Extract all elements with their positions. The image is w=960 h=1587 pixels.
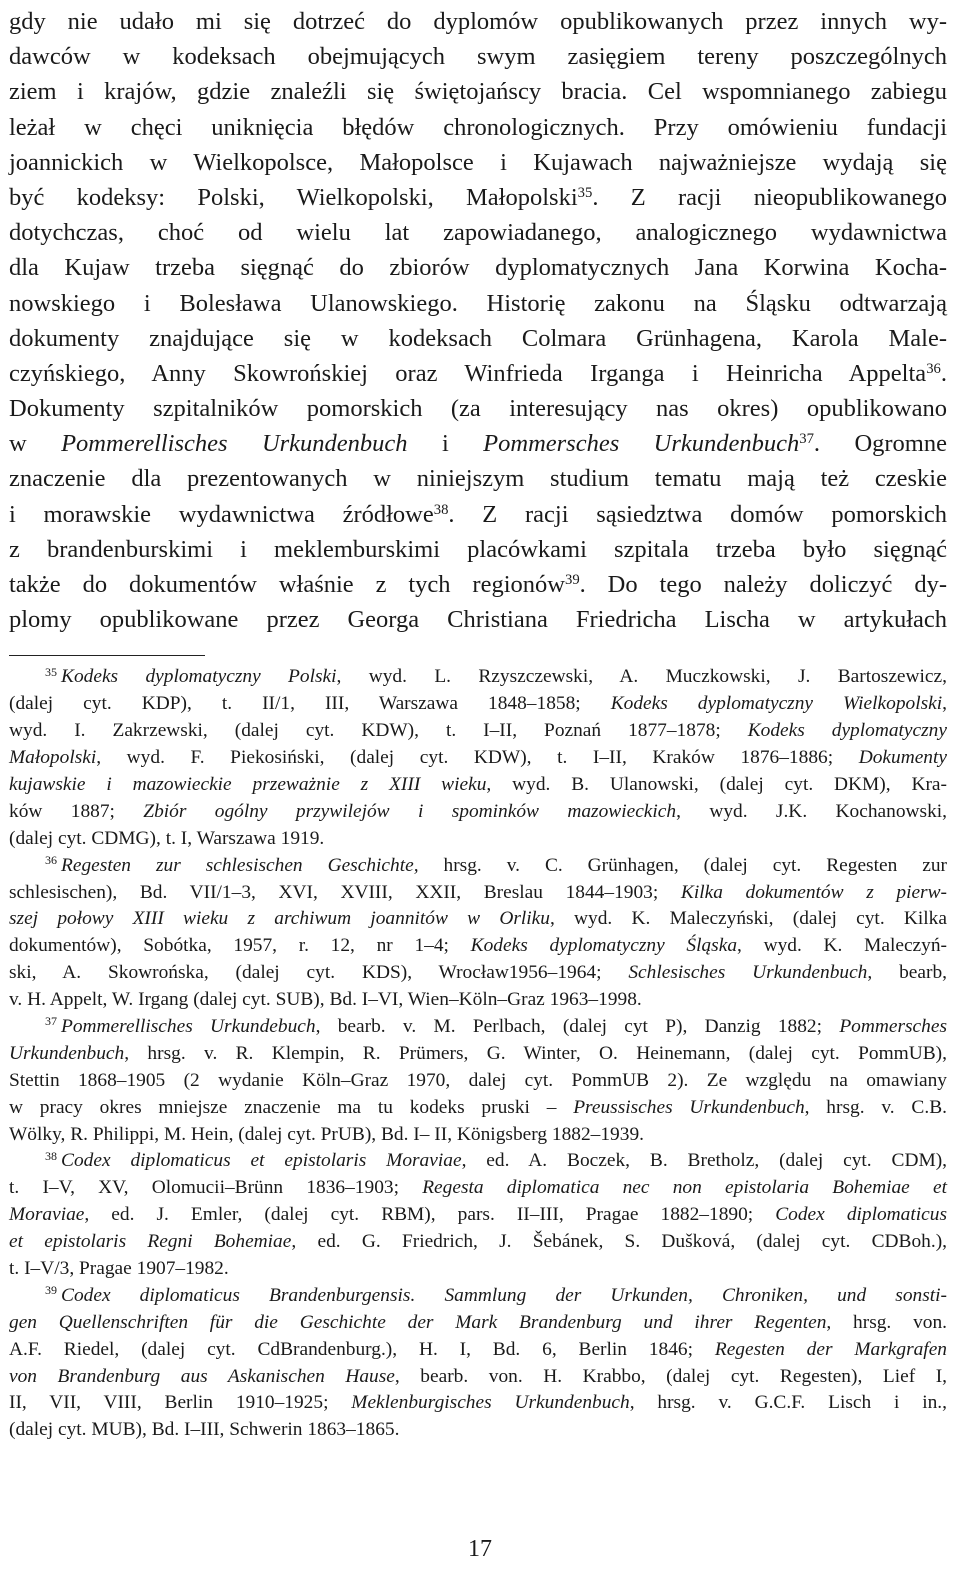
text-run: dawców w kodeksach obejmujących swym zasięgiem tereny poszczególnych	[9, 43, 947, 71]
text-run: , wyd. F. Piekosiński, (dalej cyt. KDW), t. I–II, Kraków 1876–1886;	[96, 747, 859, 769]
footnote-line	[9, 853, 947, 880]
body-line	[9, 391, 947, 426]
text-run: II, VII, VIII, Berlin 1910–1925;	[9, 1392, 352, 1414]
footnotes-section	[9, 664, 947, 1444]
body-line	[9, 215, 947, 250]
body-line	[9, 250, 947, 285]
body-line	[9, 4, 947, 39]
body-line	[9, 567, 947, 602]
text-run: Stettin 1868–1905 (2 wydanie Köln–Graz 1970, dalej cyt. PommUB 2). Ze względu na omawiany	[9, 1069, 947, 1091]
text-run: , hrsg. v. R. Klempin, R. Prümers, G. Winter, O. Heinemann, (dalej cyt. PommUB),	[124, 1042, 947, 1064]
footnote-number: 37	[45, 1014, 58, 1029]
body-line	[9, 145, 947, 180]
italic-title: Meklenburgisches Urkundenbuch	[351, 1392, 630, 1414]
text-run: t. I–V/3, Pragae 1907–1982.	[9, 1257, 229, 1279]
text-run: czyńskiego, Anny Skowrońskiej oraz Winfrieda Irganga i Heinricha Appelta	[9, 359, 927, 387]
footnote-line	[9, 691, 947, 718]
italic-title: Codex diplomaticus et epistolaris Moraviae	[61, 1150, 462, 1172]
italic-title: Regesten zur schlesischen Geschichte,	[61, 854, 419, 876]
text-run: nowskiego i Bolesława Ulanowskiego. Historię zakonu na Śląsku odtwarzają	[9, 289, 947, 317]
italic-title: Pommersches Urkundenbuch	[483, 430, 800, 458]
footnote-line	[9, 1014, 947, 1041]
text-run: dokumentów), Sobótka, 1957, r. 12, nr 1–4;	[9, 935, 471, 957]
italic-title: et epistolaris Regni Bohemiae	[9, 1231, 292, 1253]
text-run: , hrsg. v. G.C.F. Lisch i in.,	[629, 1392, 947, 1414]
text-run: hrsg. v. C. Grünhagen, (dalej cyt. Regesten zur	[418, 854, 947, 876]
italic-title: Regesta diplomatica nec non epistolaria Bohemiae et	[422, 1177, 947, 1199]
text-run: , wyd. L. Rzyszczewski, A. Muczkowski, J. Bartoszewicz,	[336, 666, 947, 688]
italic-title: Codex diplomaticus Brandenburgensis. Sammlung der Urkunden, Chroniken, und sonsti-	[61, 1284, 947, 1306]
footnote-separator	[9, 655, 205, 656]
body-line	[9, 321, 947, 356]
body-line	[9, 532, 947, 567]
body-line	[9, 39, 947, 74]
footnote-line	[9, 1364, 947, 1391]
italic-title: von Brandenburg aus Askanischen Hause	[9, 1365, 395, 1387]
text-run: być kodeksy: Polski, Wielkopolski, Małopolski	[9, 183, 578, 211]
body-line	[9, 426, 947, 461]
footnote-line	[9, 1202, 947, 1229]
italic-title: kujawskie i mazowieckie przeważnie z XIII wieku	[9, 773, 487, 795]
footnote-line	[9, 987, 947, 1014]
footnote-line	[9, 1337, 947, 1364]
text-run: ski, A. Skowrońska, (dalej cyt. KDS), Wrocław1956–1964;	[9, 962, 629, 984]
body-line	[9, 110, 947, 145]
text-run: , bearb. v. M. Perlbach, (dalej cyt P), Danzig 1882;	[315, 1015, 840, 1037]
footnote-line	[9, 1310, 947, 1337]
body-line	[9, 356, 947, 391]
text-run: . Z racji nieopublikowanego	[592, 183, 947, 211]
footnote-line	[9, 664, 947, 691]
text-run: (dalej cyt. KDP), t. II/1, III, Warszawa 1848–1858;	[9, 693, 611, 715]
text-run: , hrsg. v. C.B.	[804, 1096, 947, 1118]
italic-title: Pommerellisches Urkundebuch	[61, 1015, 316, 1037]
italic-title: Kodeks dyplomatyczny	[747, 720, 947, 742]
text-run: i morawskie wydawnictwa źródłowe	[9, 500, 434, 528]
text-run: , wyd. K. Maleczyński, (dalej cyt. Kilka	[549, 908, 947, 930]
footnote-line	[9, 1229, 947, 1256]
text-run: . Ogromne	[813, 430, 947, 458]
footnote-reference: 37	[799, 431, 814, 448]
text-run: plomy opublikowane przez Georga Christiana Friedricha Lischa w artykułach	[9, 606, 947, 634]
footnote-reference: 39	[564, 571, 580, 588]
italic-title: Kodeks dyplomatyczny Śląska	[470, 935, 738, 957]
text-run: A.F. Riedel, (dalej cyt. CdBrandenburg.), H. I, Bd. 6, Berlin 1846;	[9, 1338, 715, 1360]
body-line	[9, 74, 947, 109]
italic-title: Zbiór ogólny przywilejów i spominków mazowieckich	[143, 800, 677, 822]
italic-title: Pommerellisches Urkundenbuch	[61, 430, 408, 458]
footnote-line	[9, 1256, 947, 1283]
page-number: 17	[468, 1536, 492, 1562]
text-run: . Do tego należy doliczyć dy-	[579, 571, 947, 598]
text-run: Wölky, R. Philippi, M. Hein, (dalej cyt. PrUB), Bd. I– II, Königsberg 1882–1939.	[9, 1123, 644, 1145]
text-run: dotychczas, choć od wielu lat zapowiadanego, analogicznego wydawnictwa	[9, 219, 947, 247]
italic-title: Pommersches	[839, 1015, 948, 1037]
footnote-line	[9, 1175, 947, 1202]
text-run: znaczenie dla prezentowanych w niniejszym studium tematu mają też czeskie	[9, 465, 947, 493]
footnote-line	[9, 1390, 947, 1417]
italic-title: Dokumenty	[858, 747, 947, 769]
italic-title: Urkundenbuch	[9, 1042, 125, 1064]
text-run: leżał w chęci uniknięcia błędów chronologicznych. Przy omówieniu fundacji	[9, 113, 947, 141]
text-run: , hrsg. von.	[826, 1311, 948, 1333]
text-run: dokumenty znajdujące się w kodeksach Colmara Grünhagena, Karola Male-	[9, 324, 947, 352]
footnote-number: 35	[45, 664, 58, 679]
text-run: gdy nie udało mi się dotrzeć do dyplomów opublikowanych przez innych wy-	[9, 8, 947, 35]
footnote-number: 39	[45, 1283, 58, 1298]
italic-title: Kodeks dyplomatyczny Wielkopolski	[610, 693, 943, 715]
text-run: Dokumenty szpitalników pomorskich (za interesujący nas okres) opublikowano	[9, 395, 947, 423]
text-run: także do dokumentów właśnie z tych regionów	[9, 571, 565, 598]
footnote-38	[9, 1148, 947, 1282]
footnote-line	[9, 1417, 947, 1444]
italic-title: Codex diplomaticus	[775, 1204, 948, 1226]
footnote-line	[9, 718, 947, 745]
footnote-line	[9, 933, 947, 960]
italic-title: Preussisches Urkundenbuch	[573, 1096, 805, 1118]
footnote-number: 38	[45, 1148, 58, 1163]
text-run: , ed. A. Boczek, B. Bretholz, (dalej cyt. CDM),	[461, 1150, 948, 1172]
text-run: v. H. Appelt, W. Irgang (dalej cyt. SUB), Bd. I–VI, Wien–Köln–Graz 1963–1998.	[9, 989, 642, 1011]
footnote-line	[9, 1041, 947, 1068]
text-run: , wyd. K. Maleczyń-	[737, 935, 948, 957]
footnote-line	[9, 1095, 947, 1122]
footnote-36	[9, 853, 947, 1014]
text-run: ,	[942, 693, 947, 715]
footnote-number: 36	[45, 853, 58, 867]
footnote-line	[9, 1068, 947, 1095]
text-run: , bearb,	[867, 962, 948, 984]
text-run: wyd. I. Zakrzewski, (dalej cyt. KDW), t. I–II, Poznań 1877–1878;	[9, 720, 748, 742]
footnote-line	[9, 745, 947, 772]
body-line	[9, 286, 947, 321]
footnote-line	[9, 960, 947, 987]
italic-title: Regesten der Markgrafen	[714, 1338, 947, 1360]
text-run: dla Kujaw trzeba sięgnąć do zbiorów dyplomatycznych Jana Korwina Kocha-	[9, 254, 947, 282]
text-run: w	[9, 430, 62, 458]
italic-title: Moraviae	[9, 1204, 85, 1226]
text-run: ziem i krajów, gdzie znaleźli się świętojańscy bracia. Cel wspomnianego zabiegu	[9, 78, 947, 106]
text-run: , wyd. B. Ulanowski, (dalej cyt. DKM), Kra-	[486, 773, 947, 795]
footnote-line	[9, 826, 947, 853]
text-run: .	[940, 359, 947, 387]
body-line	[9, 180, 947, 215]
footnote-reference: 36	[926, 360, 941, 377]
main-text	[9, 0, 947, 637]
document-page	[9, 0, 947, 1444]
text-run: (dalej cyt. MUB), Bd. I–III, Schwerin 1863–1865.	[9, 1419, 400, 1441]
text-run: t. I–V, XV, Olomucii–Brünn 1836–1903;	[9, 1177, 423, 1199]
text-run: , ed. J. Emler, (dalej cyt. RBM), pars. II–III, Pragae 1882–1890;	[84, 1204, 776, 1226]
body-line	[9, 497, 947, 532]
footnote-line	[9, 1148, 947, 1175]
text-run: , ed. G. Friedrich, J. Šebánek, S. Dušková, (dalej cyt. CDBoh.),	[291, 1231, 948, 1253]
footnote-reference: 38	[433, 501, 449, 518]
italic-title: Kilka dokumentów z pierw-	[680, 881, 947, 903]
text-run: i	[407, 430, 484, 458]
italic-title: Małopolski	[9, 747, 97, 769]
text-run: , wyd. J.K. Kochanowski,	[676, 800, 947, 822]
text-run: z brandenburskimi i meklemburskimi placówkami szpitala trzeba było sięgnąć	[9, 535, 947, 563]
footnote-reference: 35	[577, 184, 593, 201]
italic-title: gen Quellenschriften für die Geschichte der Mark Brandenburg und ihrer Regenten	[9, 1311, 827, 1333]
text-run: joannickich w Wielkopolsce, Małopolsce i Kujawach najważniejsze wydają się	[9, 148, 947, 176]
footnote-line	[9, 880, 947, 907]
body-line	[9, 602, 947, 637]
body-line	[9, 461, 947, 496]
text-run: , bearb. von. H. Krabbo, (dalej cyt. Regesten), Lief I,	[394, 1365, 947, 1387]
footnote-line	[9, 906, 947, 933]
footnote-39	[9, 1283, 947, 1444]
footnote-line	[9, 1283, 947, 1310]
text-run: schlesischen), Bd. VII/1–3, XVI, XVIII, XXII, Breslau 1844–1903;	[9, 881, 681, 903]
footnote-37	[9, 1014, 947, 1148]
footnote-line	[9, 799, 947, 826]
italic-title: szej połowy XIII wieku z archiwum joannitów w Orliku	[9, 908, 550, 930]
text-run: . Z racji sąsiedztwa domów pomorskich	[448, 500, 947, 528]
footnote-line	[9, 1122, 947, 1149]
text-run: (dalej cyt. CDMG), t. I, Warszawa 1919.	[9, 827, 325, 849]
text-run: ków 1887;	[9, 800, 144, 822]
footnote-35	[9, 664, 947, 852]
italic-title: Schlesisches Urkundenbuch	[628, 962, 868, 984]
italic-title: Kodeks dyplomatyczny Polski	[61, 666, 337, 688]
footnote-line	[9, 772, 947, 799]
text-run: w pracy okres mniejsze znaczenie ma tu kodeks pruski –	[9, 1096, 574, 1118]
